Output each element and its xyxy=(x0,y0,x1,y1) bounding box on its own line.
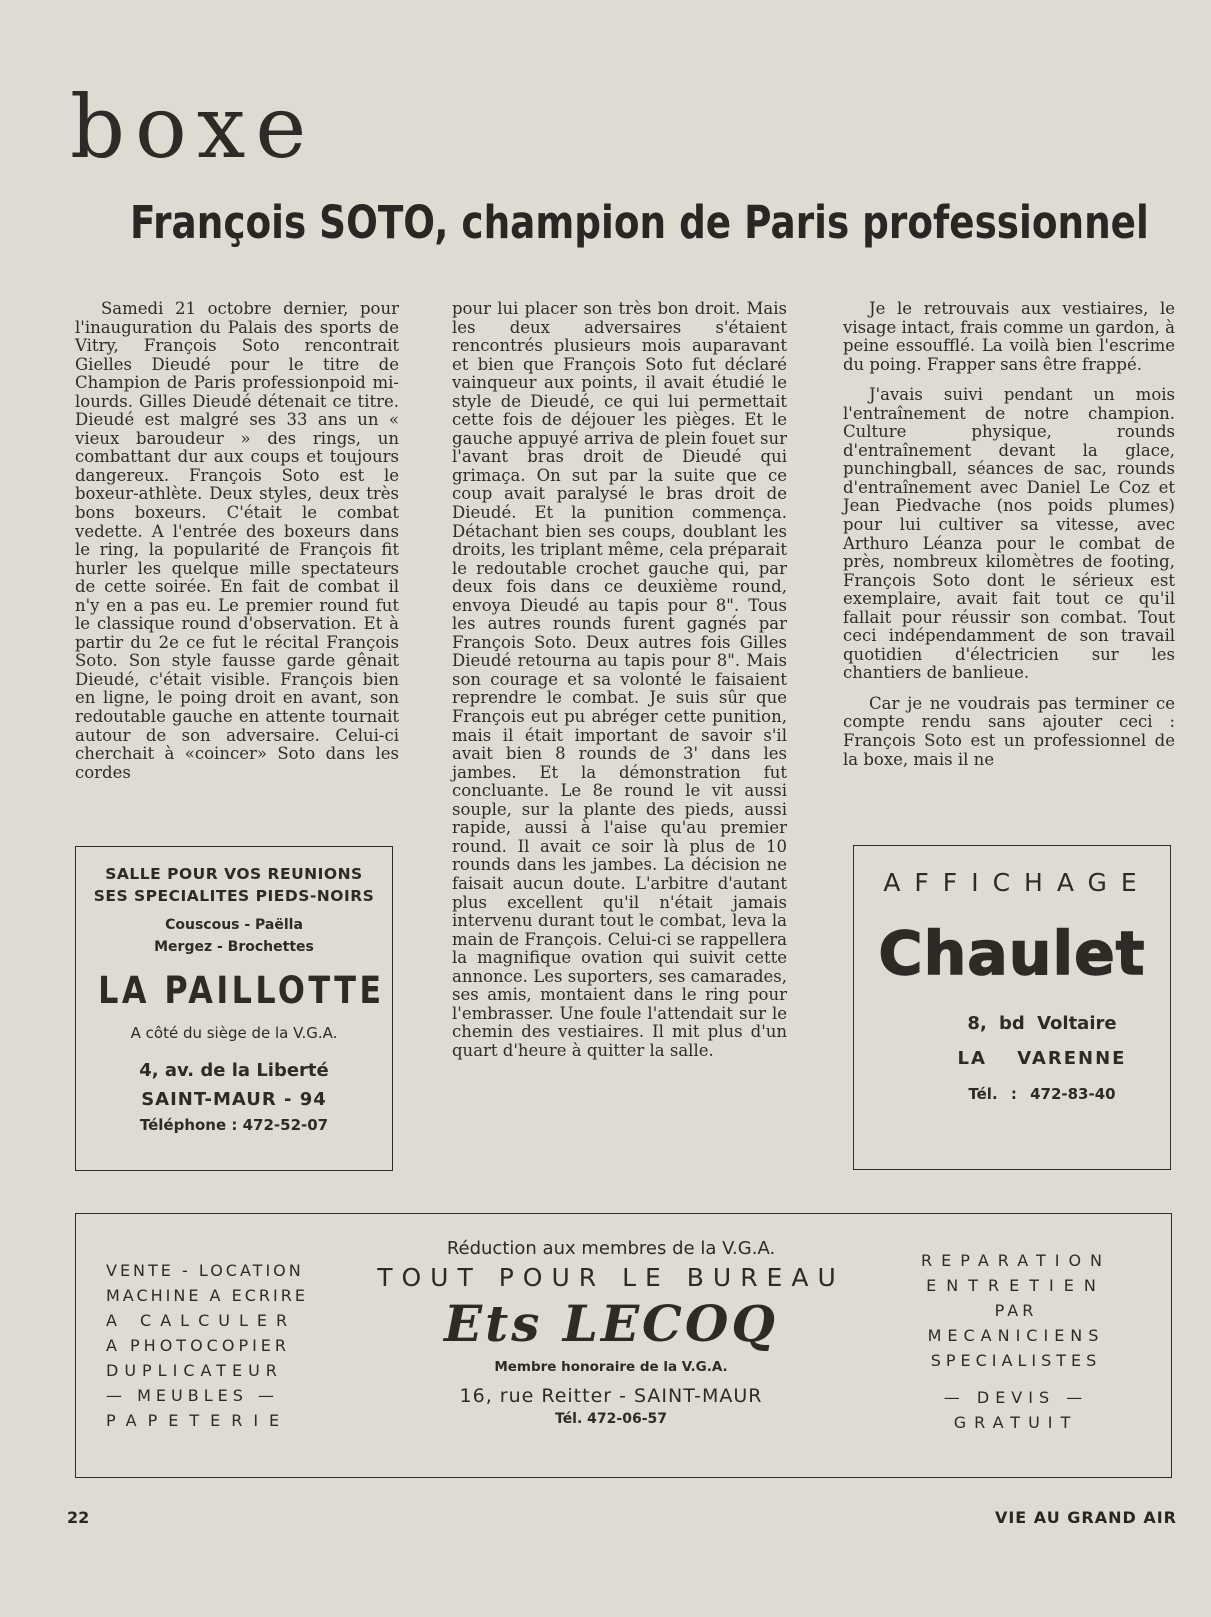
paragraph: Car je ne voudrais pas terminer ce compte rendu sans ajouter ceci : François Soto est un professionnel de la boxe, mais il ne xyxy=(843,693,1175,769)
ad-phone: Téléphone : 472-52-07 xyxy=(139,1116,329,1134)
ad-list-item: PAPETERIE xyxy=(106,1411,291,1430)
ad-line: AFFICHAGE xyxy=(883,868,1151,897)
ad-list-item: MECANICIENS xyxy=(927,1326,1105,1345)
ad-list-item: REPARATION xyxy=(920,1251,1112,1270)
ad-list-item: A PHOTOCOPIER xyxy=(106,1336,291,1355)
article-column-2 xyxy=(452,300,787,1060)
ad-city: LA VARENNE xyxy=(957,1048,1127,1069)
article-column-1 xyxy=(75,300,399,782)
ad-line: A côté du siège de la V.G.A. xyxy=(130,1024,338,1042)
article-column-3 xyxy=(843,300,1175,769)
ad-address: 4, av. de la Liberté xyxy=(139,1060,329,1081)
ad-list-item: PAR xyxy=(994,1301,1038,1320)
page-number: 22 xyxy=(67,1508,90,1527)
ad-la-paillotte xyxy=(75,846,393,1171)
ad-line: SES SPECIALITES PIEDS-NOIRS xyxy=(93,887,375,905)
headline: François SOTO, champion de Paris professionnel xyxy=(130,196,1149,249)
ad-right-list xyxy=(896,1248,1136,1435)
ad-line: Couscous - Paëlla xyxy=(165,917,303,933)
ad-ets-lecoq xyxy=(75,1213,1172,1478)
ad-list-item: ENTRETIEN xyxy=(926,1276,1106,1295)
ad-address: 8, bd Voltaire xyxy=(967,1013,1117,1034)
ad-list-item: — DEVIS — xyxy=(943,1388,1089,1407)
ad-left-list xyxy=(106,1258,306,1433)
ad-list-item: MACHINE A ECRIRE xyxy=(106,1286,308,1305)
ad-title: TOUT POUR LE BUREAU xyxy=(377,1263,845,1292)
section-title: boxe xyxy=(70,78,317,178)
ad-list-item: A CALCULER xyxy=(106,1311,297,1330)
ad-chaulet xyxy=(853,845,1171,1170)
ad-city: SAINT-MAUR - 94 xyxy=(141,1089,327,1110)
ad-line: Membre honoraire de la V.G.A. xyxy=(494,1359,728,1375)
ad-list-item: DUPLICATEUR xyxy=(106,1361,283,1380)
ad-name: Chaulet xyxy=(878,919,1146,989)
ad-phone: Tél. 472-06-57 xyxy=(555,1411,667,1427)
ad-center xyxy=(351,1238,871,1427)
ad-name: Ets LECOQ xyxy=(444,1294,778,1353)
paragraph: Samedi 21 octobre dernier, pour l'inauguration du Palais des sports de Vitry, François Soto rencontrait Gielles Dieudé pour le titre de Champion de Paris professionpoid mi-lourds. Gilles Dieudé détenait ce titre. Dieudé est malgré ses 33 ans un « vieux baroudeur » des rings, un combattant dur aux coups et toujours dangereux. François Soto est le boxeur-athlète. Deux styles, deux très bons boxeurs. C'était le combat vedette. A l'entrée des boxeurs dans le ring, la popularité de François fit hurler les quelque mille spectateurs de cette soirée. En fait de combat il n'y en a pas eu. Le premier round fut le classique round d'observation. Et à partir du 2e ce fut le récital François Soto. Son style fausse garde gênait Dieudé, c'était visible. François bien en ligne, le poing droit en avant, son redoutable gauche en attente tournait autour de son adversaire. Celui-ci cherchait à «coincer» Soto dans les cordes xyxy=(75,299,399,782)
paragraph: J'avais suivi pendant un mois l'entraînement de notre champion. Culture physique, rounds d'entraînement devant la glace, punchingball, séances de sac, rounds d'entraînement avec Daniel Le Coz et Jean Piedvache (nos poids plumes) pour lui cultiver sa vitesse, avec Arthuro Léanza pour le combat de près, nombreux kilomètres de footing, François Soto dont le sérieux est exemplaire, avait fait tout ce qu'il fallait pour réussir son combat. Tout ceci indépendamment de son travail quotidien d'électricien sur les chantiers de banlieue. xyxy=(843,385,1175,683)
ad-line: Réduction aux membres de la V.G.A. xyxy=(446,1238,776,1259)
ad-list-item: SPECIALISTES xyxy=(930,1351,1102,1370)
ad-line: SALLE POUR VOS REUNIONS xyxy=(105,865,363,883)
paragraph: Je le retrouvais aux vestiaires, le visage intact, frais comme un gardon, à peine essoufflé. La voilà bien l'escrime du poing. Frapper sans être frappé. xyxy=(843,299,1175,374)
ad-name: LA PAILLOTTE xyxy=(98,969,385,1012)
ad-list-item: GRATUIT xyxy=(953,1413,1079,1432)
ad-list-item: — MEUBLES — xyxy=(106,1386,279,1405)
paragraph: pour lui placer son très bon droit. Mais les deux adversaires s'étaient rencontrés plusieurs mois auparavant et bien que François Soto fut déclaré vainqueur aux points, il avait étudié le style de Dieudé, ce qui lui permettait cette fois de déjouer les pièges. Et le gauche appuyé arriva de plein fouet sur l'avant bras droit de Dieudé qui grimaça. On sut par la suite que ce coup avait paralysé le bras droit de Dieudé. Et la punition commença. Détachant bien ses coups, doublant les droits, les triplant même, cela préparait le redoutable crochet gauche qui, par deux fois dans ce deuxième round, envoya Dieudé au tapis pour 8". Tous les autres rounds furent gagnés par François Soto. Deux autres fois Gilles Dieudé retourna au tapis pour 8". Mais son courage et sa volonté le faisaient reprendre le combat. Je suis sûr que François eut pu abréger cette punition, mais il était important de savoir s'il avait bien 8 rounds de 3' dans les jambes. Et la démonstration fut concluante. Le 8e round le vit aussi souple, sur la plante des pieds, aussi rapide, aussi à l'aise qu'au premier round. Il avait ce soir là plus de 10 rounds dans les jambes. La décision ne faisait aucun doute. L'arbitre d'autant plus excellent qu'il n'était jamais intervenu durant tout le combat, leva la main de François. Celui-ci se rappellera la magnifique ovation qui suivit cette annonce. Les suporters, ses camarades, ses amis, montaient dans le ring pour l'embrasser. Une foule l'attendait sur le chemin des vestiaires. Il mit plus d'un quart d'heure à quitter la salle. xyxy=(452,299,787,1060)
magazine-name: VIE AU GRAND AIR xyxy=(994,1508,1177,1527)
ad-list-item: VENTE - LOCATION xyxy=(106,1261,304,1280)
ad-phone: Tél. : 472-83-40 xyxy=(968,1085,1116,1103)
ad-address: 16, rue Reitter - SAINT-MAUR xyxy=(459,1385,763,1407)
ad-line: Mergez - Brochettes xyxy=(154,939,314,955)
